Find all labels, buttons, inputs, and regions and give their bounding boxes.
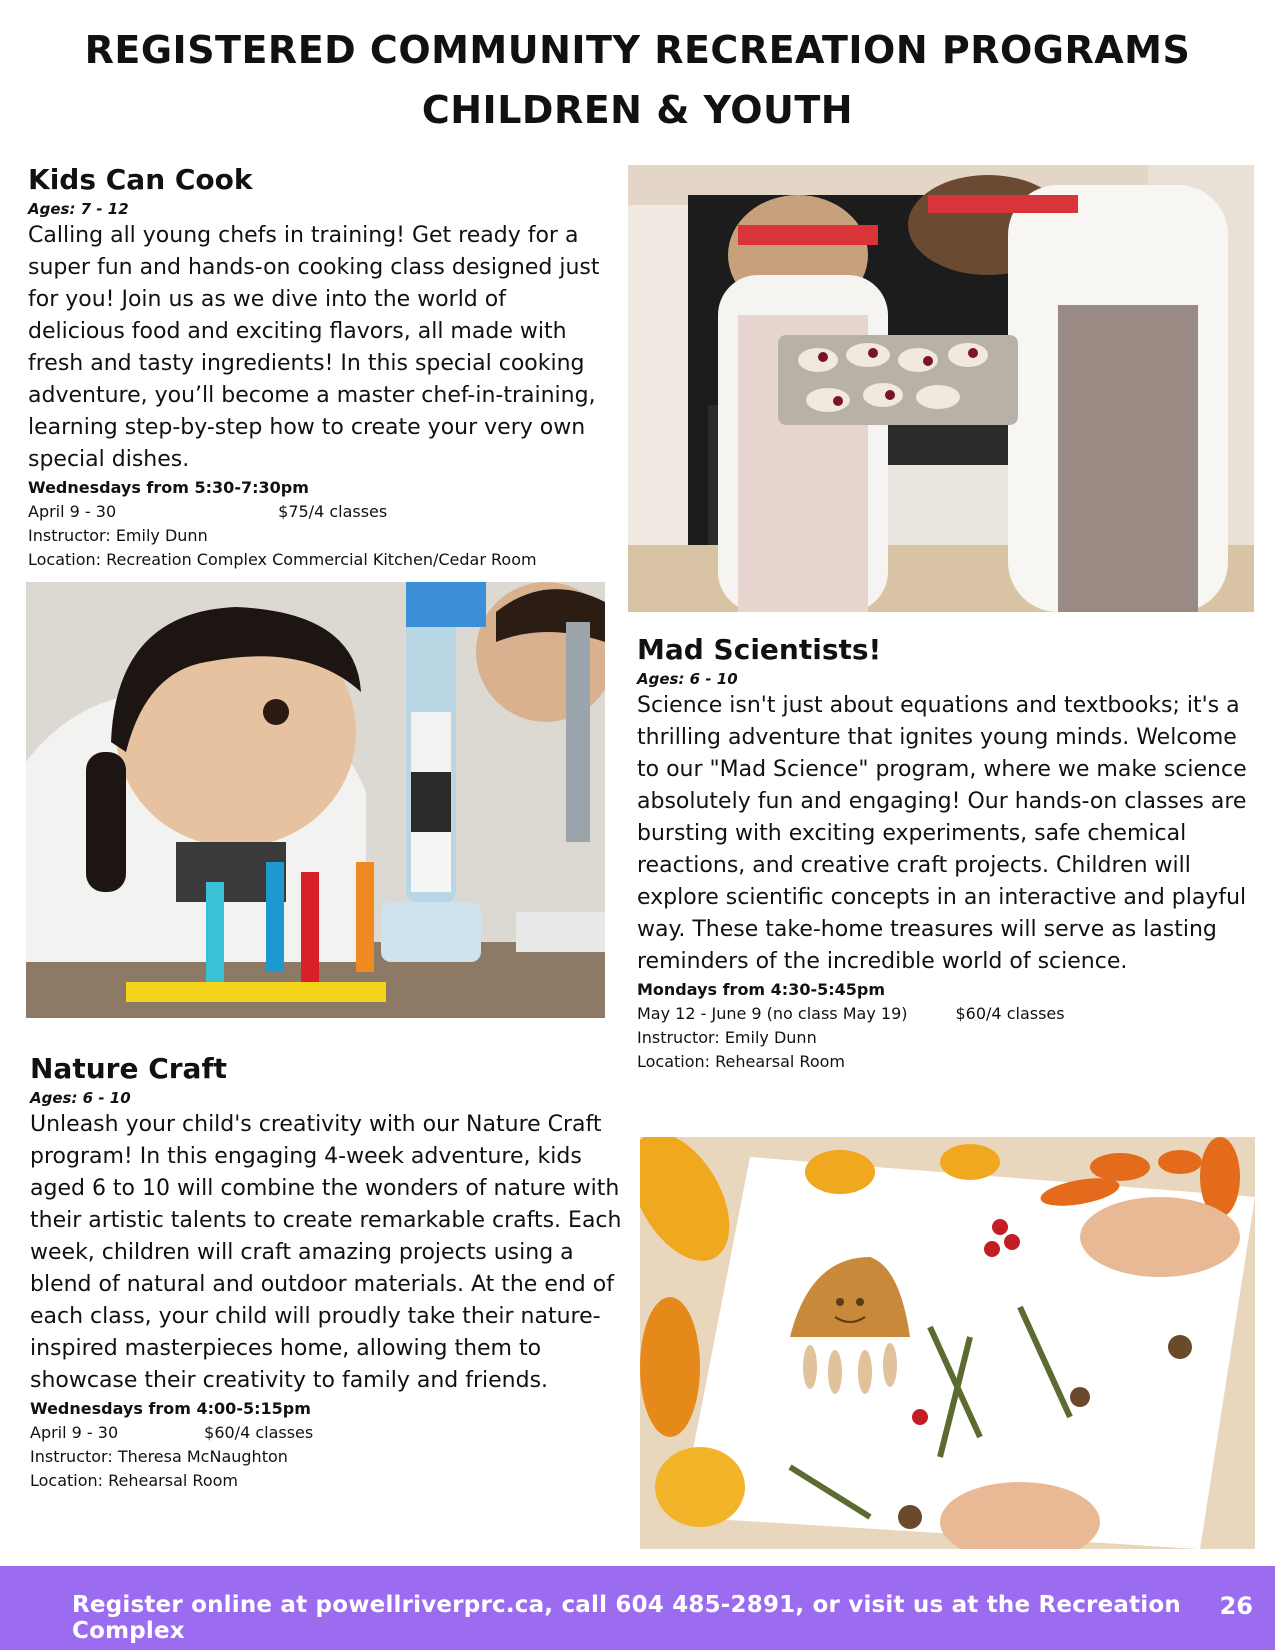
program-price: $60/4 classes	[204, 1423, 314, 1442]
program-dates-row	[30, 1421, 625, 1445]
program-ages: Ages: 7 - 12	[28, 200, 129, 218]
footer-register-text: Register online at powellriverprc.ca, call 604 485-2891, or visit us at the Recreation Complex	[72, 1592, 1181, 1644]
page-title-line-2: CHILDREN & YOUTH	[421, 88, 854, 132]
nature-craft-leaves-photo	[640, 1137, 1255, 1549]
kids-baking-photo	[628, 165, 1254, 612]
program-price: $60/4 classes	[955, 1004, 1065, 1023]
program-location: Location: Rehearsal Room	[30, 1471, 238, 1490]
program-description: Unleash your child's creativity with our Nature Craft program! In this engaging 4-week adventure, kids aged 6 to 10 will combine the wonders of nature with their artistic talents to create remarkable crafts. Each week, children will craft amazing projects using a blend of natural and outdoor materials. At the end of each class, your child will proudly take their nature-inspired masterpieces home, allowing them to showcase their creativity to family and friends.	[30, 1112, 622, 1393]
footer-bar	[0, 1566, 1275, 1650]
program-dates: April 9 - 30	[30, 1423, 119, 1442]
girl-science-experiment-photo	[26, 582, 605, 1018]
program-instructor: Instructor: Emily Dunn	[28, 526, 208, 545]
program-title: Kids Can Cook	[28, 163, 253, 196]
program-ages: Ages: 6 - 10	[30, 1089, 131, 1107]
program-instructor: Instructor: Theresa McNaughton	[30, 1447, 288, 1466]
program-schedule: Mondays from 4:30-5:45pm	[637, 980, 886, 999]
program-nature-craft	[30, 1051, 625, 1493]
program-title: Nature Craft	[30, 1052, 228, 1085]
program-location: Location: Recreation Complex Commercial Kitchen/Cedar Room	[28, 550, 537, 569]
program-dates-row	[28, 500, 608, 524]
program-mad-scientists	[637, 632, 1262, 1074]
program-instructor: Instructor: Emily Dunn	[637, 1028, 817, 1047]
program-schedule: Wednesdays from 4:00-5:15pm	[30, 1399, 311, 1418]
program-dates-row	[637, 1002, 1262, 1026]
program-description: Science isn't just about equations and textbooks; it's a thrilling adventure that ignites young minds. Welcome to our "Mad Science" program, where we make science absolutely fun and engaging! Our hands-on classes are bursting with exciting experiments, safe chemical reactions, and creative craft projects. Children will explore scientific concepts in an interactive and playful way. These take-home treasures will serve as lasting reminders of the incredible world of science.	[637, 693, 1247, 974]
program-ages: Ages: 6 - 10	[637, 670, 738, 688]
program-schedule: Wednesdays from 5:30-7:30pm	[28, 478, 309, 497]
page-number: 26	[1219, 1592, 1253, 1620]
program-kids-can-cook	[28, 162, 608, 572]
program-dates: May 12 - June 9 (no class May 19)	[637, 1004, 908, 1023]
page-title-line-1: REGISTERED COMMUNITY RECREATION PROGRAMS	[84, 28, 1191, 72]
program-location: Location: Rehearsal Room	[637, 1052, 845, 1071]
program-price: $75/4 classes	[278, 502, 388, 521]
program-dates: April 9 - 30	[28, 502, 117, 521]
program-description: Calling all young chefs in training! Get ready for a super fun and hands-on cooking class designed just for you! Join us as we dive into the world of delicious food and exciting flavors, all made with fresh and tasty ingredients! In this special cooking adventure, you’ll become a master chef-in-training, learning step-by-step how to create your very own special dishes.	[28, 223, 600, 472]
program-title: Mad Scientists!	[637, 633, 882, 666]
